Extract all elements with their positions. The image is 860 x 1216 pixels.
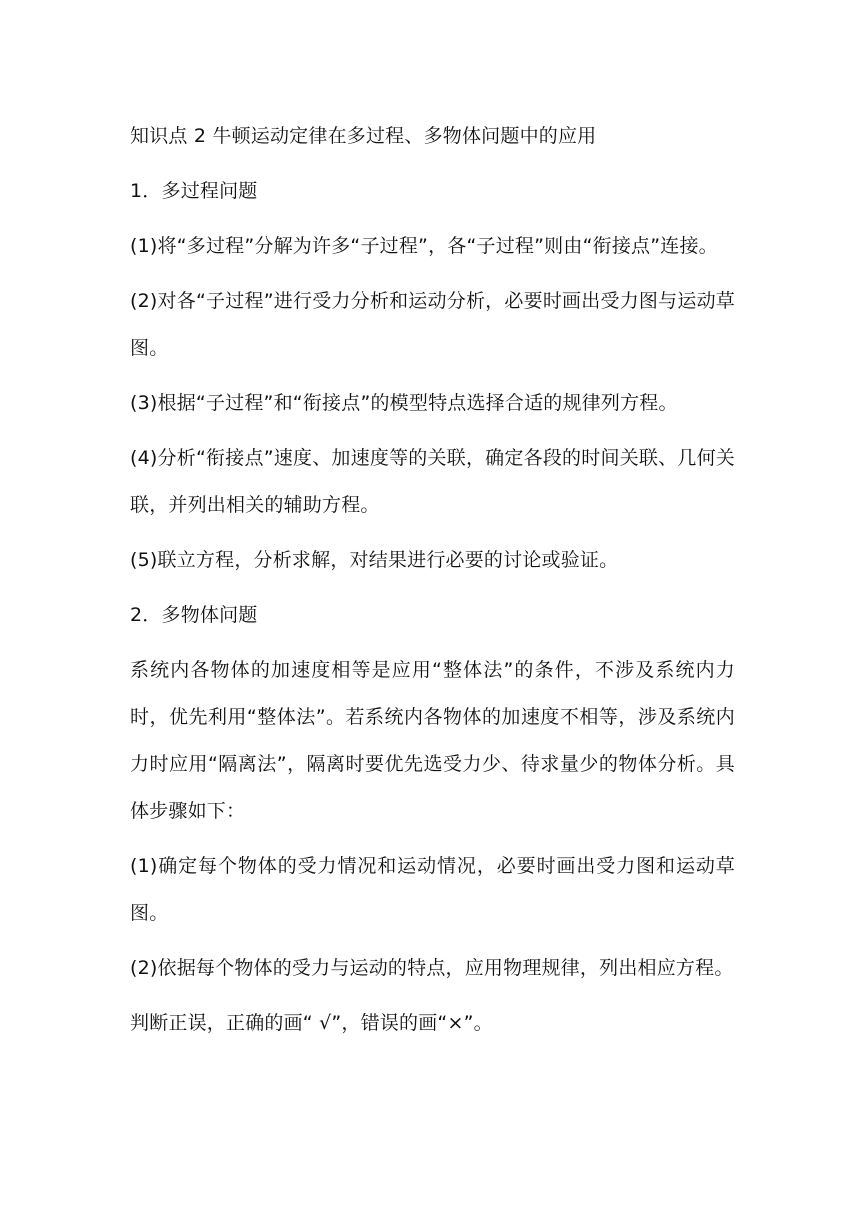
document-content [130, 113, 735, 1047]
multi-object-step-1: (1)确定每个物体的受力情况和运动情况，必要时画出受力图和运动草图。 [130, 855, 735, 924]
multi-process-step-2: (2)对各“子过程”进行受力分析和运动分析，必要时画出受力图与运动草图。 [130, 290, 735, 359]
multi-process-step-4: (4)分析“衔接点”速度、加速度等的关联，确定各段的时间关联、几何关联，并列出相关的辅助方程。 [130, 447, 735, 516]
multi-object-intro: 系统内各物体的加速度相等是应用“整体法”的条件，不涉及系统内力时，优先利用“整体法”。若系统内各物体的加速度不相等，涉及系统内力时应用“隔离法”，隔离时要优先选受力少、待求量少的物体分析。具体步骤如下： [130, 659, 735, 822]
multi-process-step-3: (3)根据“子过程”和“衔接点”的模型特点选择合适的规律列方程。 [130, 392, 678, 414]
section-title-multi-object: 2．多物体问题 [130, 604, 258, 626]
multi-object-step-2: (2)依据每个物体的受力与运动的特点，应用物理规律，列出相应方程。 [130, 957, 734, 979]
section-title-multi-process: 1．多过程问题 [130, 180, 258, 202]
multi-process-step-5: (5)联立方程，分析求解，对结果进行必要的讨论或验证。 [130, 549, 619, 571]
multi-process-step-1: (1)将“多过程”分解为许多“子过程”，各“子过程”则由“衔接点”连接。 [130, 235, 718, 257]
knowledge-point-heading: 知识点 2 牛顿运动定律在多过程、多物体问题中的应用 [130, 125, 597, 147]
true-false-instruction: 判断正误，正确的画“ √”，错误的画“×”。 [130, 1012, 493, 1034]
